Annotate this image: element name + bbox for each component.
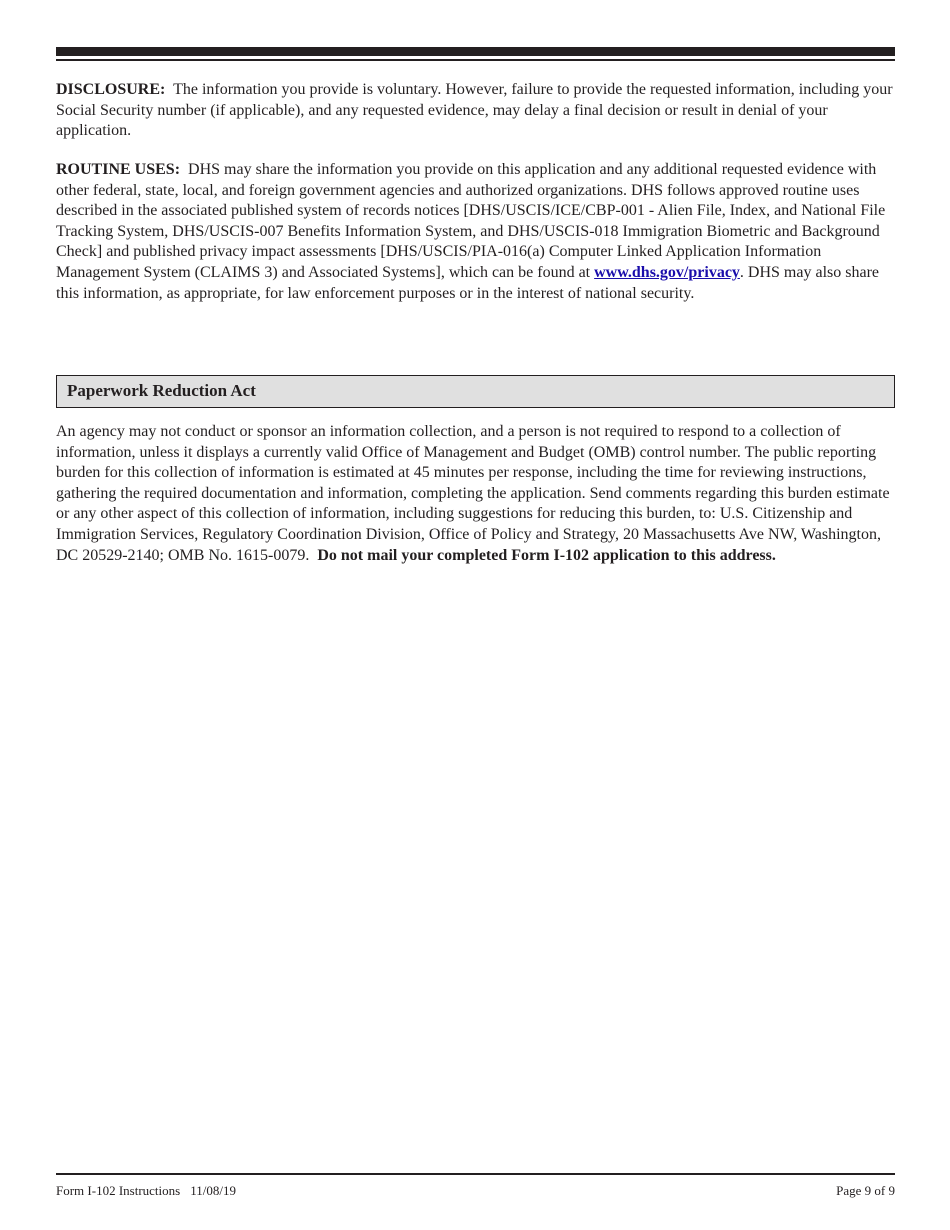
paperwork-section-title: Paperwork Reduction Act bbox=[67, 381, 256, 400]
dhs-privacy-link[interactable]: www.dhs.gov/privacy bbox=[594, 263, 740, 281]
top-thin-rule bbox=[56, 59, 895, 61]
disclosure-paragraph bbox=[56, 80, 895, 142]
routine-uses-heading: ROUTINE USES: bbox=[56, 161, 181, 178]
disclosure-heading: DISCLOSURE: bbox=[56, 81, 166, 98]
document-page bbox=[56, 0, 895, 1230]
top-thick-rule bbox=[56, 47, 895, 56]
footer-date: 11/08/19 bbox=[190, 1183, 236, 1198]
footer-rule bbox=[56, 1173, 895, 1175]
routine-uses-text: DHS may share the information you provide on this application and any additional requested evidence with other federal, state, local, and foreign government agencies and authorized organizations. DHS follows approved routine uses described in the associated published system of records notices [DHS/USCIS/ICE/CBP-001 - Alien File, Index, and National File Tracking System, DHS/USCIS-007 Benefits Information System, and DHS/USCIS-018 Immigration Biometric and Background Check] and published privacy impact assessments [DHS/USCIS/PIA-016(a) Computer Linked Application Information Management System (CLAIMS 3) and Associated Systems], which can be found at bbox=[56, 161, 886, 281]
footer-form-name: Form I-102 Instructions bbox=[56, 1183, 181, 1198]
disclosure-text: The information you provide is voluntary. However, failure to provide the requested information, including your Social Security number (if applicable), and any requested evidence, may delay a final decision or result in denial of your application. bbox=[56, 81, 893, 140]
paperwork-paragraph bbox=[56, 422, 895, 566]
footer-form-info bbox=[56, 1183, 236, 1199]
routine-uses-text-after-link: . DHS may also share this information, as appropriate, for law enforcement purposes or in the interest of national security. bbox=[56, 263, 880, 302]
routine-uses-paragraph bbox=[56, 160, 895, 304]
footer-page-number: Page 9 of 9 bbox=[836, 1183, 895, 1198]
paperwork-section-header bbox=[56, 375, 895, 408]
paperwork-bold-ending: Do not mail your completed Form I-102 application to this address. bbox=[317, 546, 776, 564]
paperwork-text: An agency may not conduct or sponsor an information collection, and a person is not required to respond to a collection of information, unless it displays a currently valid Office of Management and Budget (OMB) control number. The public reporting burden for this collection of information is estimated at 45 minutes per response, including the time for reviewing instructions, gathering the required documentation and information, completing the application. Send comments regarding this burden estimate or any other aspect of this collection of information, including suggestions for reducing this burden, to: U.S. Citizenship and Immigration Services, Regulatory Coordination Division, Office of Policy and Strategy, 20 Massachusetts Ave NW, Washington, DC 20529-2140; OMB No. 1615-0079. bbox=[56, 423, 890, 564]
